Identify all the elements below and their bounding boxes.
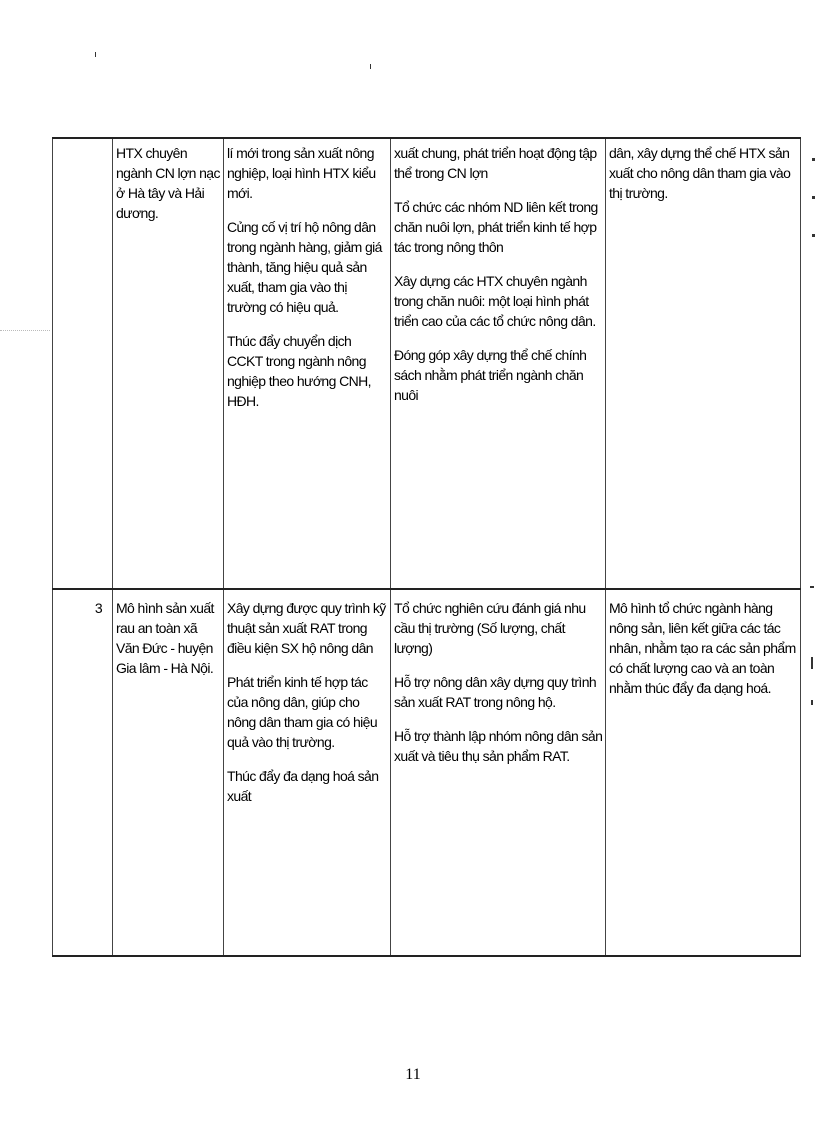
model-text: Mô hình sản xuất rau an toàn xã Văn Đức - huyện Gia lâm - Hà Nội.	[116, 600, 214, 676]
scan-speck	[811, 700, 813, 705]
impact-text: Mô hình tổ chức ngành hàng nông sản, liên kết giữa các tác nhân, nhằm tạo ra các sản phẩm có chất lượng cao và an toàn nhằm thúc đẩy đa dạng hoá.	[609, 600, 796, 696]
scan-speck	[95, 52, 96, 57]
activities-cell	[391, 589, 606, 956]
activity-paragraph: Tổ chức nghiên cứu đánh giá nhu cầu thị trường (Số lượng, chất lượng)	[394, 600, 586, 656]
impact-cell	[606, 138, 801, 589]
result-paragraph: Thúc đẩy chuyển dịch CCKT trong ngành nông nghiệp theo hướng CNH, HĐH.	[227, 333, 371, 409]
scan-speck	[812, 196, 815, 199]
activity-paragraph: Tổ chức các nhóm ND liên kết trong chăn nuôi lợn, phát triển kinh tế hợp tác trong nông thôn	[394, 199, 598, 255]
results-cell	[224, 589, 391, 956]
result-paragraph: lí mới trong sản xuất nông nghiệp, loại hình HTX kiểu mới.	[227, 145, 376, 201]
row-number	[53, 138, 113, 589]
model-cell	[113, 138, 224, 589]
scan-speck	[811, 657, 813, 669]
project-table	[52, 137, 801, 957]
scan-dotted-line	[0, 330, 50, 331]
activity-paragraph: Hỗ trợ thành lập nhóm nông dân sản xuất và tiêu thụ sản phẩm RAT.	[394, 728, 603, 764]
result-paragraph: Củng cố vị trí hộ nông dân trong ngành hàng, giảm giá thành, tăng hiệu quả sản xuất, tham gia vào thị trường có hiệu quả.	[227, 219, 382, 315]
scan-speck	[812, 158, 815, 161]
activity-paragraph: xuất chung, phát triển hoạt động tập thể trong CN lợn	[394, 145, 597, 181]
row-number: 3	[53, 589, 113, 956]
impact-text: dân, xây dựng thể chế HTX sản xuất cho nông dân tham gia vào thị trường.	[609, 145, 791, 201]
scan-speck	[810, 586, 814, 588]
activity-paragraph: Hỗ trợ nông dân xây dựng quy trình sản xuất RAT trong nông hộ.	[394, 674, 597, 710]
table-row	[53, 589, 801, 956]
activity-paragraph: Xây dựng các HTX chuyên ngành trong chăn nuôi: một loại hình phát triển cao của các tổ chức nông dân.	[394, 273, 596, 329]
activities-cell	[391, 138, 606, 589]
impact-cell	[606, 589, 801, 956]
page-number: 11	[405, 1066, 421, 1083]
activity-paragraph: Đóng góp xây dựng thể chế chính sách nhằm phát triển ngành chăn nuôi	[394, 347, 587, 403]
scan-speck	[370, 64, 371, 69]
model-cell	[113, 589, 224, 956]
table-row	[53, 138, 801, 589]
result-paragraph: Xây dựng được quy trình kỹ thuật sản xuất RAT trong điều kiện SX hộ nông dân	[227, 600, 386, 656]
model-text: HTX chuyên ngành CN lợn nạc ở Hà tây và Hải dương.	[116, 145, 220, 221]
scan-speck	[812, 234, 815, 237]
result-paragraph: Thúc đẩy đa dạng hoá sản xuất	[227, 768, 379, 804]
result-paragraph: Phát triển kinh tế hợp tác của nông dân, giúp cho nông dân tham gia có hiệu quả vào thị trường.	[227, 674, 378, 750]
results-cell	[224, 138, 391, 589]
